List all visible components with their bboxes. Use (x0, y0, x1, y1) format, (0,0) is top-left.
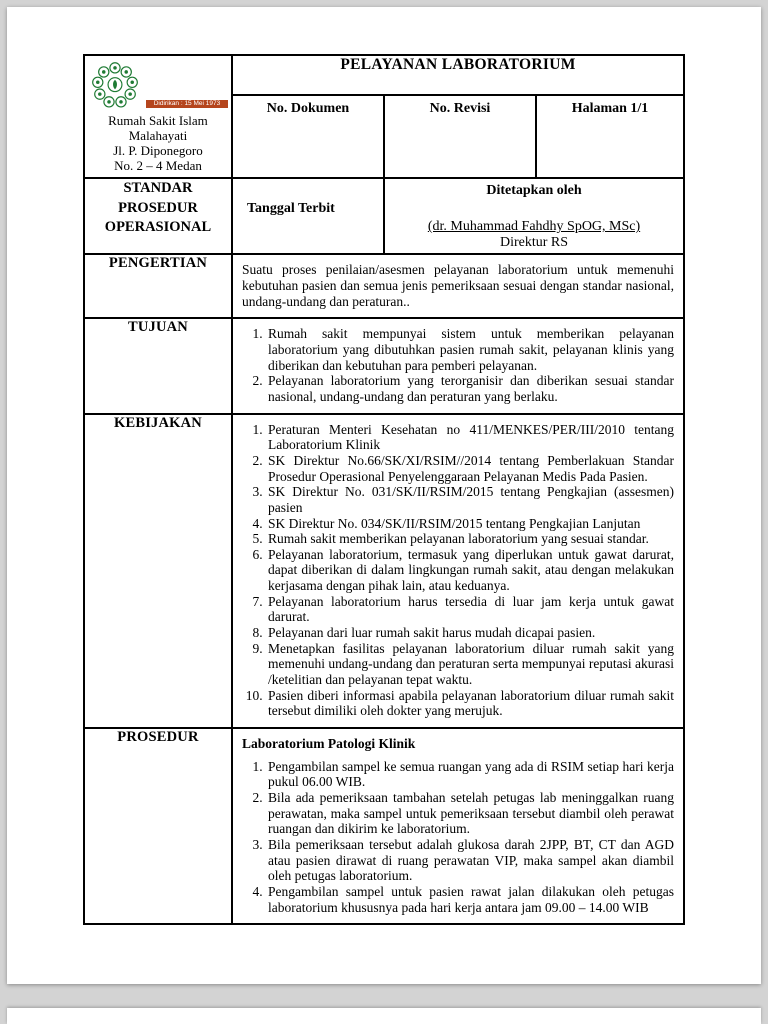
prosedur-label: PROSEDUR (84, 728, 232, 924)
next-page-edge (7, 1008, 761, 1024)
list-item: 4. Pengambilan sampel untuk pasien rawat jalan dilakukan oleh petugas laboratorium khususnya pada hari kerja antara jam 09.00 – 14.00 WIB (266, 884, 674, 915)
spo-label-line1: STANDAR (123, 180, 193, 197)
tujuan-list (242, 326, 674, 404)
director-title: Direktur RS (499, 235, 569, 251)
kebijakan-label: KEBIJAKAN (84, 414, 232, 728)
no-revisi-cell: No. Revisi (384, 95, 536, 179)
section-pengertian (84, 254, 684, 318)
list-item: 3. SK Direktur No. 031/SK/II/RSIM/2015 tentang Pengkajian (assesmen) pasien (266, 484, 674, 515)
prosedur-heading: Laboratorium Patologi Klinik (241, 736, 416, 752)
list-item: 2. Bila ada pemeriksaan tambahan setelah petugas lab meninggalkan ruang perawatan, maka sampel untuk pemeriksaan tersebut diambil oleh perawat ruangan dan dikirim ke laboratorium. (266, 790, 674, 837)
list-item: 3. Bila pemeriksaan tersebut adalah glukosa darah 2JPP, BT, CT dan AGD atau pasien dirawat di ruang perawatan VIP, maka sampel akan diambil oleh petugas laboratorium. (266, 837, 674, 884)
tujuan-content (232, 318, 684, 413)
prosedur-content (232, 728, 684, 924)
spo-label-line2: PROSEDUR (118, 199, 198, 216)
list-item: 10. Pasien diberi informasi apabila pelayanan laboratorium diluar rumah sakit tersebut dimiliki oleh dokter yang merujuk. (266, 688, 674, 719)
list-item: 7. Pelayanan laboratorium harus tersedia di luar jam kerja untuk gawat darurat. (266, 594, 674, 625)
list-item: 8. Pelayanan dari luar rumah sakit harus mudah dicapai pasien. (266, 625, 674, 641)
hospital-identity-cell (84, 55, 232, 178)
list-item: 1. Rumah sakit mempunyai sistem untuk memberikan pelayanan laboratorium yang dibutuhkan pasien rumah sakit, pelayanan klinis yang diberikan dan kebutuhan para pemberi pelayanan. (266, 326, 674, 373)
list-item: 1. Peraturan Menteri Kesehatan no 411/MENKES/PER/III/2010 tentang Laboratorium Klinik (266, 422, 674, 453)
header-row-title (84, 55, 684, 95)
list-item: 4. SK Direktur No. 034/SK/II/RSIM/2015 tentang Pengkajian Lanjutan (266, 516, 674, 532)
section-kebijakan (84, 414, 684, 728)
spo-label-line3: OPERASIONAL (104, 219, 212, 236)
kebijakan-content (232, 414, 684, 728)
header-row-spo (84, 178, 684, 254)
halaman-cell: Halaman 1/1 (536, 95, 684, 179)
pengertian-content (232, 254, 684, 318)
signature-space (385, 199, 683, 219)
pengertian-text: Suatu proses penilaian/asesmen pelayanan laboratorium untuk memenuhi kebutuhan pasien dan semua jenis pemeriksaan sesuai dengan standar nasional, undang-undang dan peraturan.. (241, 262, 675, 309)
spo-label-cell (84, 178, 232, 254)
prosedur-list (242, 759, 674, 916)
ditetapkan-label: Ditetapkan oleh (486, 183, 582, 199)
hospital-logo (87, 60, 229, 113)
logo-banner-text: Didirikan : 15 Mei 1973 (146, 100, 228, 108)
document-page (7, 7, 761, 984)
section-prosedur (84, 728, 684, 924)
list-item: 2. SK Direktur No.66/SK/XI/RSIM//2014 tentang Pemberlakuan Standar Prosedur Operasional Penyelenggaraan Pelayanan Medis Pada Pasien. (266, 453, 674, 484)
hospital-address-line1: Jl. P. Diponegoro (113, 143, 203, 159)
list-item: 6. Pelayanan laboratorium, termasuk yang diperlukan untuk gawat darurat, dapat diberikan di dalam lingkungan rumah sakit, atau dengan melakukan kerjasama dengan pihak lain, atau keduanya. (266, 547, 674, 594)
tanggal-terbit-cell: Tanggal Terbit (232, 178, 384, 254)
section-tujuan (84, 318, 684, 413)
list-item: 9. Menetapkan fasilitas pelayanan laboratorium diluar rumah sakit yang memenuhi undang-undang dan peraturan serta mempunyai reputasi akurasi /ketelitian dan pelayanan tepat waktu. (266, 641, 674, 688)
list-item: 5. Rumah sakit memberikan pelayanan laboratorium yang sesuai standar. (266, 531, 674, 547)
ditetapkan-cell (384, 178, 684, 254)
hospital-name-line2: Malahayati (128, 128, 188, 144)
spo-document-table (83, 54, 685, 925)
list-item: 2. Pelayanan laboratorium yang terorganisir dan diberikan sesuai standar nasional, undang-undang dan peraturan yang berlaku. (266, 373, 674, 404)
director-name: (dr. Muhammad Fahdhy SpOG, MSc) (427, 219, 641, 235)
no-dokumen-cell: No. Dokumen (232, 95, 384, 179)
document-title: PELAYANAN LABORATORIUM (232, 55, 684, 95)
tujuan-label: TUJUAN (84, 318, 232, 413)
pengertian-label: PENGERTIAN (84, 254, 232, 318)
hospital-name-line1: Rumah Sakit Islam (108, 113, 208, 128)
kebijakan-list (242, 422, 674, 719)
hospital-address-line2: No. 2 – 4 Medan (114, 158, 202, 174)
list-item: 1. Pengambilan sampel ke semua ruangan yang ada di RSIM setiap hari kerja pukul 06.00 WIB. (266, 759, 674, 790)
hospital-logo-icon (88, 62, 142, 108)
